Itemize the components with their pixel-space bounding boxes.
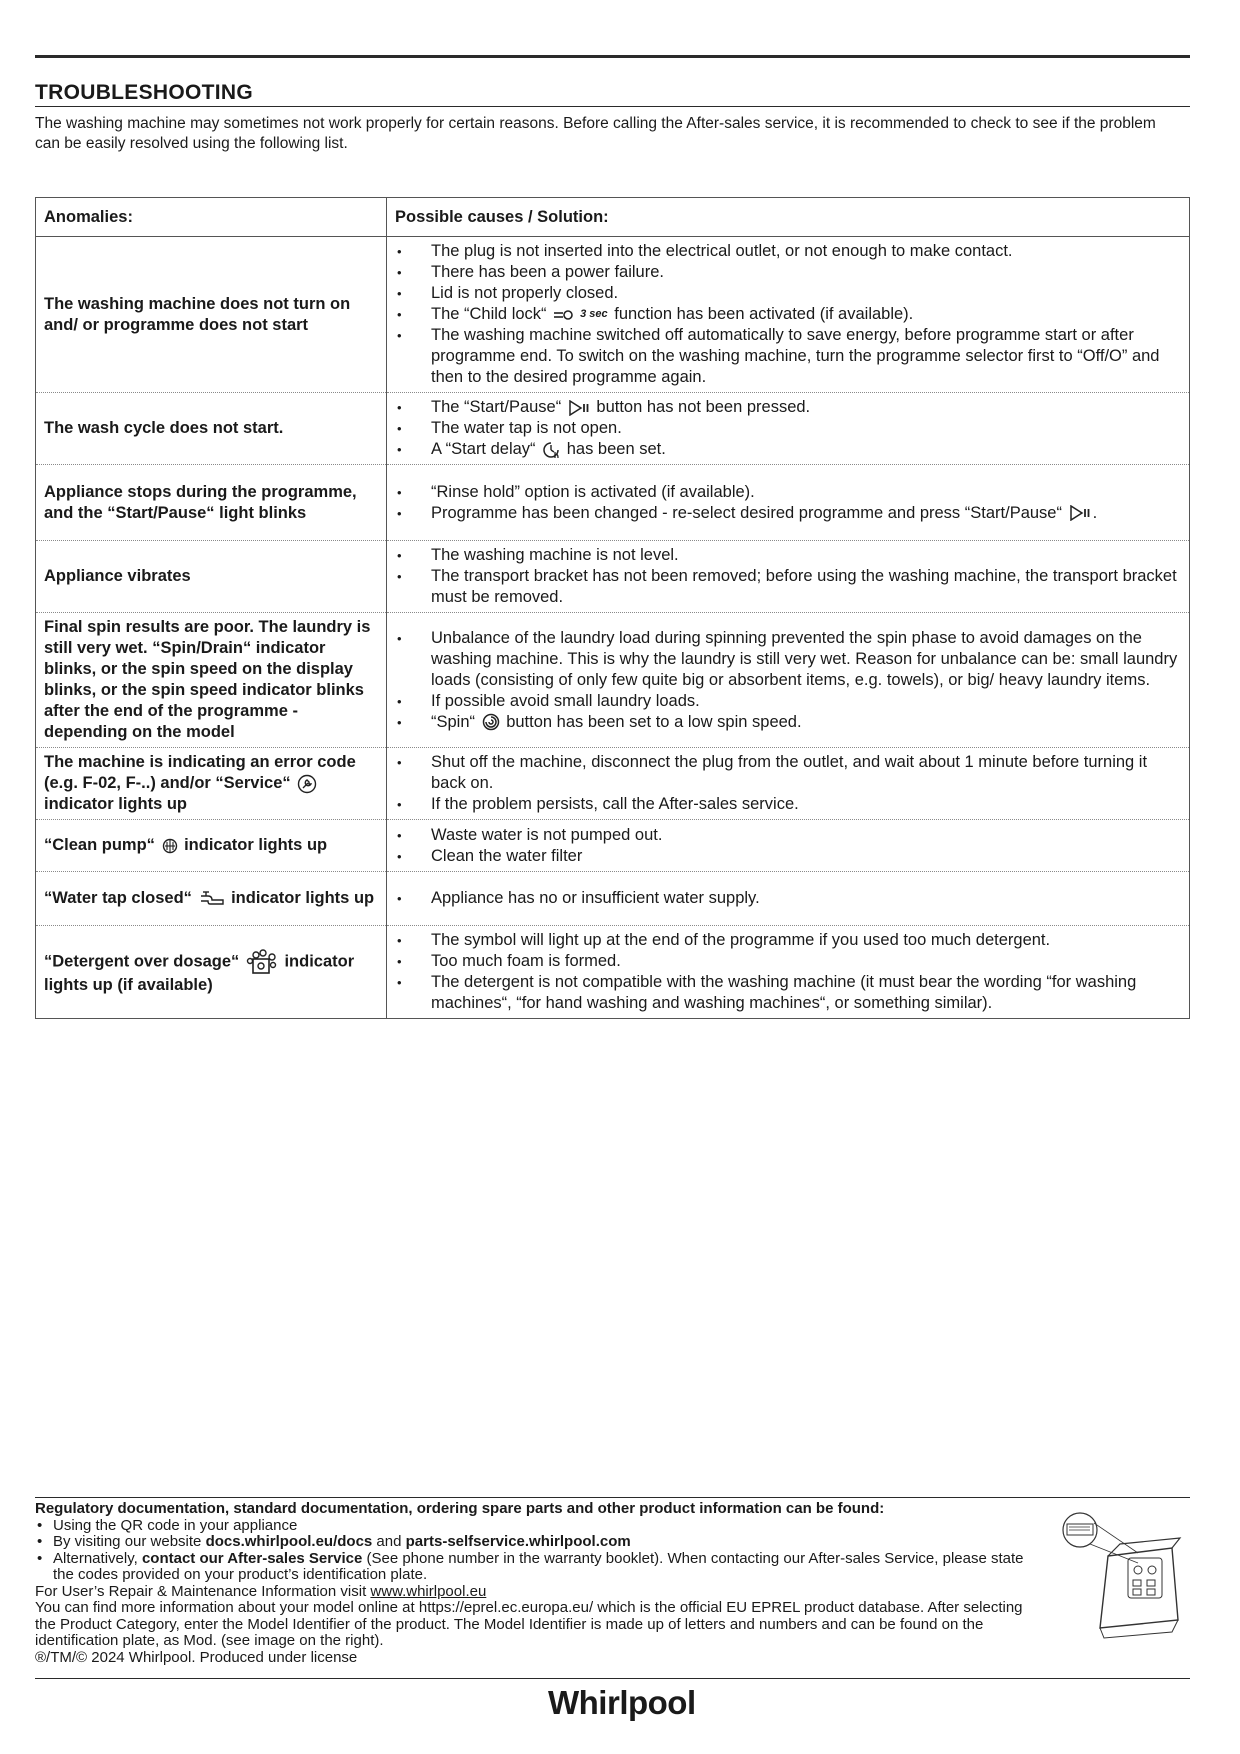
anomaly-cell [36,926,387,1019]
child-lock-icon [553,304,608,325]
start-delay-icon [542,441,560,459]
cause-item [395,397,1181,418]
cause-item: • The water tap is not open. [395,418,1181,439]
causes-list [395,628,1181,733]
causes-cell [387,926,1190,1019]
footer-bullet-service-post: (See phone number in the warranty booklet). When contacting our After-sales Service, please state the codes provided on your product’s identification plate. [53,1549,1024,1583]
anomaly-cell: Final spin results are poor. The laundry is still very wet. “Spin/Drain“ indicator blinks, or the spin speed on the display blinks, or the spin speed indicator blinks after the end of the programme - depending on the model [36,613,387,748]
cause-item: • The washing machine switched off automatically to save energy, before programme start or after programme end. To switch on the washing machine, turn the programme selector first to “Off/O” and then to the desired programme again. [395,325,1181,388]
causes-cell [387,541,1190,613]
child-lock-icon-text: 3 sec [580,308,608,321]
cause-pre: A “Start delay“ [431,440,541,459]
cause-item: • If possible avoid small laundry loads. [395,691,1181,712]
col-header-causes: Possible causes / Solution: [387,198,1190,237]
causes-list [395,825,1181,867]
table-row [36,393,1190,465]
water-tap-icon [199,890,225,908]
footer [35,1501,1045,1666]
anomaly-cell [36,748,387,820]
footer-bullet-website-text: By visiting our website [53,1533,206,1550]
cause-item: • The plug is not inserted into the electrical outlet, or not enough to make contact. [395,241,1181,262]
causes-cell [387,237,1190,393]
cause-item: • The transport bracket has not been removed; before using the washing machine, the transport bracket must be removed. [395,566,1181,608]
docs-link[interactable]: docs.whirlpool.eu/docs [205,1533,373,1550]
identification-plate-illustration [1060,1508,1190,1643]
anomaly-post: indicator lights up [179,836,328,855]
anomaly-pre: “Detergent over dosage“ [44,952,244,970]
footer-heading: Regulatory documentation, standard documentation, ordering spare parts and other product information can be found: [35,1500,885,1517]
anomaly-post: indicator lights up [44,795,187,814]
cause-item: • The washing machine is not level. [395,545,1181,566]
anomaly-pre: “Water tap closed“ [44,889,197,908]
cause-item: • Shut off the machine, disconnect the plug from the outlet, and wait about 1 minute before turning it back on. [395,752,1181,794]
cause-item: • Too much foam is formed. [395,951,1181,972]
title-rule [35,106,1190,107]
page-title: TROUBLESHOOTING [35,81,253,104]
cause-item: • There has been a power failure. [395,262,1181,283]
cause-item: • Waste water is not pumped out. [395,825,1181,846]
footer-bullet-qr [35,1518,1045,1535]
troubleshooting-table [35,197,1190,1019]
anomaly-post: indicator lights up [226,889,375,908]
causes-cell [387,465,1190,541]
table-row [36,613,1190,748]
footer-repair-text: For User’s Repair & Maintenance Information visit [35,1582,371,1600]
cause-item: • Unbalance of the laundry load during spinning prevented the spin phase to avoid damages on the washing machine. This is why the laundry is still very wet. Reason for unbalance can be: small laundry loads (consisting of only few quite big or absorbent items, e.g. towels), or big/ heavy laundry items. [395,628,1181,691]
detergent-icon [246,949,278,975]
anomaly-pre: The machine is indicating an error code (e.g. F-02, F-..) and/or “Service“ [44,753,356,793]
start-pause-icon [1069,505,1091,521]
cause-item [395,439,1181,460]
causes-list [395,482,1181,524]
causes-cell [387,872,1190,926]
footer-bullet-service [35,1551,1045,1584]
anomaly-pre: “Clean pump“ [44,836,160,855]
causes-cell [387,820,1190,872]
footer-list [35,1518,1045,1584]
cause-item: • “Rinse hold” option is activated (if available). [395,482,1181,503]
footer-copyright: ®/TM/© 2024 Whirlpool. Produced under license [35,1648,358,1666]
footer-bullet-qr-text: Using the QR code in your appliance [53,1516,298,1534]
anomaly-cell: Appliance stops during the programme, and the “Start/Pause“ light blinks [36,465,387,541]
service-icon [297,774,317,794]
cause-item [395,712,1181,733]
whirlpool-logo: Whirlpool [548,1684,696,1721]
table-row [36,748,1190,820]
footer-rule-top [35,1497,1190,1498]
cause-pre: “Spin“ [431,712,480,731]
footer-rule-bottom [35,1678,1190,1679]
cause-pre: The “Child lock“ [431,305,552,323]
causes-list [395,888,1181,909]
footer-bullet-website-and: and [372,1533,406,1550]
anomaly-cell: The wash cycle does not start. [36,393,387,465]
clean-pump-icon [162,838,178,854]
cause-item [395,503,1181,524]
table-body [36,237,1190,1019]
start-pause-icon [568,400,590,416]
anomaly-post: indicator lights up (if available) [44,952,355,994]
anomaly-cell [36,872,387,926]
anomaly-cell: The washing machine does not turn on and/ or programme does not start [36,237,387,393]
causes-list [395,545,1181,608]
causes-list [395,930,1181,1014]
whirlpool-link[interactable]: www.whirlpool.eu [370,1582,487,1600]
footer-bullet-service-pre: Alternatively, [53,1549,142,1567]
intro-text: The washing machine may sometimes not work properly for certain reasons. Before calling the After-sales service, it is recommended to check to see if the problem can be easily resolved using the following list. [35,115,1156,152]
footer-eprel: You can find more information about your model online at https://eprel.ec.europa.eu/ which is the official EU EPREL product database. After selecting the Product Category, enter the Model Identifier of the product. The Model Identifier is made up of letters and numbers and can be found on the identification plate, as Mod. (see image on the right). [35,1599,1023,1649]
cause-pre: The “Start/Pause“ [431,398,566,417]
cause-post: button has not been pressed. [591,398,811,417]
cause-post: has been set. [562,440,666,459]
table-row [36,541,1190,613]
parts-link[interactable]: parts-selfservice.whirlpool.com [405,1533,631,1550]
footer-bullet-website [35,1534,1045,1551]
table-row [36,237,1190,393]
spin-icon [482,713,500,731]
cause-post: function has been activated (if available). [609,305,914,323]
anomaly-cell: Appliance vibrates [36,541,387,613]
top-rule [35,55,1190,58]
cause-item: • Appliance has no or insufficient water supply. [395,888,1181,909]
table-row [36,820,1190,872]
causes-cell [387,613,1190,748]
cause-item: • Lid is not properly closed. [395,283,1181,304]
footer-bullet-service-bold: contact our After-sales Service [141,1549,363,1567]
cause-post: button has been set to a low spin speed. [501,712,802,731]
cause-post: . [1092,503,1098,522]
causes-list [395,397,1181,460]
causes-list [395,752,1181,815]
table-row [36,872,1190,926]
table-row [36,926,1190,1019]
causes-list [395,241,1181,388]
cause-pre: Programme has been changed - re-select desired programme and press “Start/Pause“ [431,503,1067,522]
cause-item: • If the problem persists, call the After-sales service. [395,794,1181,815]
causes-cell [387,748,1190,820]
col-header-anomalies: Anomalies: [36,198,387,237]
causes-cell [387,393,1190,465]
table-row [36,465,1190,541]
footer-repair [35,1584,1045,1601]
cause-item [395,304,1181,325]
anomaly-cell [36,820,387,872]
cause-item: • The symbol will light up at the end of the programme if you used too much detergent. [395,930,1181,951]
cause-item: • Clean the water filter [395,846,1181,867]
cause-item: • The detergent is not compatible with the washing machine (it must bear the wording “for washing machines“, “for hand washing and washing machines“, or something similar). [395,972,1181,1014]
